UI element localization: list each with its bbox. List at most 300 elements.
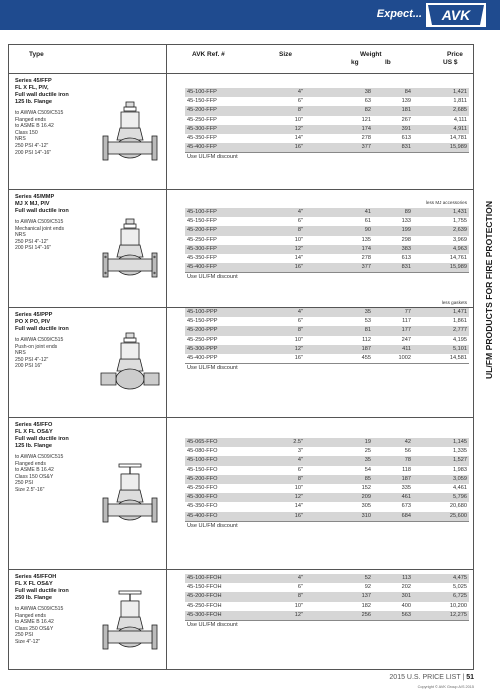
weight-kg-cell: 90: [364, 227, 371, 234]
weight-kg-cell: 54: [364, 466, 371, 473]
weight-kg-cell: 256: [361, 611, 371, 618]
weight-kg-cell: 377: [361, 144, 371, 151]
price-cell: 4,461: [453, 484, 467, 491]
series-title-line: Full wall ductile iron: [15, 92, 69, 98]
table-row: [185, 484, 469, 493]
price-cell: 1,755: [453, 218, 467, 225]
weight-kg-cell: 25: [364, 448, 371, 455]
table-row: [185, 254, 469, 263]
weight-lb-cell: 113: [402, 575, 411, 581]
price-cell: 4,963: [453, 245, 467, 252]
size-cell: 6": [297, 318, 303, 325]
brand-tagline: Expect...: [376, 8, 422, 20]
table-row: [185, 208, 469, 217]
table-row: [185, 308, 469, 317]
series-title-line: FL X FL OS&Y: [15, 581, 53, 587]
size-cell: 10": [294, 116, 303, 123]
gate-valve-icon: [97, 217, 163, 286]
price-cell: 5,796: [453, 494, 467, 501]
discount-note: Use UL/FM discount: [185, 363, 469, 372]
weight-kg-cell: 35: [364, 309, 371, 315]
spec-line: NRS: [15, 350, 26, 357]
series-title-line: Full wall ductile iron: [15, 436, 69, 442]
series-title-line: 125 lb. Flange: [15, 443, 52, 449]
spec-line: to AWWA C509/C515: [15, 454, 64, 460]
weight-kg-cell: 278: [361, 254, 371, 261]
size-cell: 10": [294, 484, 303, 491]
series-title: [15, 78, 99, 106]
product-section: [9, 569, 473, 671]
price-cell: 2,685: [453, 107, 467, 114]
product-section: [9, 300, 473, 417]
product-section: [9, 73, 473, 189]
size-cell: 6": [297, 584, 303, 591]
size-cell: 16": [294, 512, 303, 519]
price-cell: 1,145: [453, 439, 467, 445]
product-section: [9, 417, 473, 569]
spec-line: 250 PSI 4"-12": [15, 356, 49, 363]
size-cell: 4": [297, 89, 303, 95]
weight-kg-cell: 174: [361, 245, 371, 252]
spec-line: to AWWA C509/C515: [15, 110, 64, 116]
spec-line: to AWWA C509/C515: [15, 219, 64, 225]
spec-line: Push-on joint ends: [15, 343, 58, 350]
series-title: [15, 312, 99, 333]
ref-cell: 45-300-FFP: [187, 125, 217, 132]
ref-cell: 45-100-FFO: [187, 457, 218, 464]
weight-kg-cell: 310: [361, 512, 371, 519]
price-cell: 15,989: [449, 144, 467, 151]
ref-cell: 45-150-FFO: [187, 466, 218, 473]
size-cell: 8": [297, 227, 303, 234]
table-row: [185, 583, 469, 592]
weight-kg-cell: 85: [364, 475, 371, 482]
size-cell: 6": [297, 98, 303, 105]
table-row: [185, 106, 469, 115]
ref-cell: 45-400-PPP: [187, 354, 218, 361]
weight-lb-cell: 139: [401, 98, 411, 105]
weight-lb-cell: 301: [401, 593, 411, 600]
price-cell: 1,431: [453, 209, 467, 215]
price-rows: [185, 574, 469, 629]
series-title-line: Full wall ductile iron: [15, 588, 69, 594]
spec-line: Flanged ends: [15, 116, 46, 123]
product-section: [9, 189, 473, 307]
weight-lb-cell: 613: [401, 254, 411, 261]
weight-kg-cell: 53: [364, 318, 371, 325]
weight-kg-cell: 19: [364, 439, 371, 445]
ref-cell: 45-250-FFP: [187, 236, 217, 243]
series-specs: [15, 110, 99, 156]
size-cell: 2.5": [293, 439, 303, 445]
ref-cell: 45-300-FFP: [187, 245, 217, 252]
price-rows: [185, 88, 469, 161]
price-table: [8, 44, 474, 670]
table-row: [185, 217, 469, 226]
spec-line: 250 PSI: [15, 480, 34, 487]
ref-cell: 45-150-FFP: [187, 218, 217, 225]
series-title-line: Series 45/FFO: [15, 422, 53, 428]
footer-separator: |: [460, 674, 467, 681]
weight-lb-cell: 177: [401, 327, 411, 334]
ref-cell: 45-350-FFP: [187, 134, 217, 141]
spec-line: to ASME B 16.42: [15, 619, 54, 626]
ref-cell: 45-100-FFP: [187, 89, 217, 95]
weight-kg-cell: 187: [361, 345, 371, 352]
spec-line: 250 PSI 4"-12": [15, 238, 49, 245]
weight-kg-cell: 135: [361, 236, 371, 243]
spec-line: 200 PSI 16": [15, 363, 43, 370]
page-footer: [389, 674, 474, 681]
size-cell: 10": [294, 602, 303, 609]
weight-lb-cell: 78: [404, 457, 411, 464]
table-row: [185, 466, 469, 475]
weight-kg-cell: 174: [361, 125, 371, 132]
ref-cell: 45-300-PPP: [187, 345, 218, 352]
price-cell: 6,725: [453, 593, 467, 600]
weight-lb-cell: 77: [404, 309, 411, 315]
weight-lb-cell: 1002: [398, 354, 411, 361]
price-cell: 20,680: [449, 503, 467, 510]
weight-lb-cell: 56: [404, 448, 411, 455]
weight-lb-cell: 461: [401, 494, 411, 501]
section-note: less gaskets: [441, 300, 467, 305]
weight-kg-cell: 82: [364, 107, 371, 114]
size-cell: 12": [294, 125, 303, 132]
table-row: [185, 592, 469, 601]
series-title-line: 250 lb. Flange: [15, 595, 52, 601]
spec-line: 250 PSI 4"-12": [15, 142, 49, 149]
avk-logo: [426, 3, 486, 27]
ref-cell: 45-100-FFP: [187, 209, 217, 215]
spec-line: to AWWA C509/C515: [15, 606, 64, 612]
weight-lb-cell: 391: [401, 125, 411, 132]
spec-line: Flanged ends: [15, 460, 46, 467]
spec-line: Class 150 OS&Y: [15, 473, 54, 480]
ref-cell: 45-300-FFOH: [187, 611, 222, 618]
table-row: [185, 502, 469, 511]
series-title-line: Series 45/PPP: [15, 312, 53, 318]
price-cell: 15,989: [449, 264, 467, 271]
weight-lb-cell: 673: [401, 503, 411, 510]
ref-cell: 45-300-FFO: [187, 494, 218, 501]
size-cell: 3": [297, 448, 303, 455]
weight-lb-cell: 335: [401, 484, 411, 491]
col-weight: Weight: [360, 51, 382, 58]
table-row: [185, 143, 469, 152]
ref-cell: 45-200-FFOH: [187, 593, 222, 600]
weight-kg-cell: 305: [361, 503, 371, 510]
weight-lb-cell: 181: [401, 107, 411, 114]
weight-kg-cell: 121: [361, 116, 371, 123]
col-lb: lb: [385, 59, 391, 66]
table-row: [185, 336, 469, 345]
ref-cell: 45-065-FFO: [187, 439, 218, 445]
price-cell: 4,195: [453, 336, 467, 343]
gate-valve-icon: [97, 589, 163, 658]
series-title-line: Series 45/FFP: [15, 78, 52, 84]
price-cell: 5,025: [453, 584, 467, 591]
col-currency: US $: [443, 59, 458, 66]
size-cell: 6": [297, 466, 303, 473]
ref-cell: 45-400-FFP: [187, 264, 217, 271]
size-cell: 16": [294, 354, 303, 361]
size-cell: 12": [294, 245, 303, 252]
spec-line: Size 2.5"-16": [15, 486, 45, 493]
weight-lb-cell: 267: [401, 116, 411, 123]
weight-kg-cell: 35: [364, 457, 371, 464]
price-cell: 1,471: [453, 309, 467, 315]
ref-cell: 45-150-FFP: [187, 98, 217, 105]
size-cell: 10": [294, 236, 303, 243]
weight-lb-cell: 89: [404, 209, 411, 215]
size-cell: 14": [294, 503, 303, 510]
table-row: [185, 456, 469, 465]
weight-kg-cell: 137: [361, 593, 371, 600]
weight-lb-cell: 298: [401, 236, 411, 243]
size-cell: 16": [294, 264, 303, 271]
weight-kg-cell: 112: [362, 336, 371, 343]
price-cell: 14,781: [449, 134, 467, 141]
weight-lb-cell: 199: [401, 227, 411, 234]
series-title-line: Full wall ductile iron: [15, 326, 69, 332]
weight-kg-cell: 377: [361, 264, 371, 271]
size-cell: 8": [297, 107, 303, 114]
discount-note: Use UL/FM discount: [185, 521, 469, 530]
table-row: [185, 345, 469, 354]
price-cell: 1,421: [453, 89, 467, 95]
series-title-line: PO X PO, PIV: [15, 319, 51, 325]
weight-lb-cell: 613: [401, 134, 411, 141]
weight-kg-cell: 92: [364, 584, 371, 591]
weight-lb-cell: 247: [401, 336, 411, 343]
price-cell: 2,777: [453, 327, 467, 334]
table-row: [185, 602, 469, 611]
spec-line: 200 PSI 14"-16": [15, 149, 52, 156]
ref-cell: 45-200-FFP: [187, 227, 217, 234]
col-ref: AVK Ref. #: [192, 51, 225, 58]
weight-lb-cell: 133: [401, 218, 411, 225]
weight-lb-cell: 400: [401, 602, 411, 609]
price-cell: 4,111: [453, 116, 467, 123]
table-row: [185, 245, 469, 254]
ref-cell: 45-100-FFOH: [187, 575, 222, 581]
gate-valve-icon: [97, 100, 163, 169]
series-title-line: Series 45/MMP: [15, 194, 55, 200]
weight-kg-cell: 209: [361, 494, 371, 501]
spec-line: Class 150: [15, 129, 38, 136]
spec-line: Size 4"-12": [15, 638, 41, 645]
spec-line: to AWWA C509/C515: [15, 337, 64, 343]
price-cell: 3,969: [453, 236, 467, 243]
table-row: [185, 438, 469, 447]
discount-note: Use UL/FM discount: [185, 620, 469, 629]
weight-kg-cell: 182: [361, 602, 371, 609]
ref-cell: 45-200-PPP: [187, 327, 218, 334]
table-row: [185, 134, 469, 143]
col-size: Size: [279, 51, 293, 58]
weight-kg-cell: 278: [361, 134, 371, 141]
price-cell: 1,861: [453, 318, 467, 325]
table-row: [185, 512, 469, 521]
weight-lb-cell: 84: [404, 89, 411, 95]
col-price: Price: [447, 51, 463, 58]
size-cell: 16": [294, 144, 303, 151]
spec-line: NRS: [15, 232, 26, 239]
section-note: less MJ accessories: [425, 200, 467, 205]
ref-cell: 45-080-FFO: [187, 448, 218, 455]
table-row: [185, 125, 469, 134]
price-cell: 14,581: [449, 354, 467, 361]
size-cell: 8": [297, 327, 303, 334]
table-row: [185, 493, 469, 502]
size-cell: 8": [297, 593, 303, 600]
discount-note: Use UL/FM discount: [185, 272, 469, 281]
weight-lb-cell: 411: [402, 345, 411, 352]
series-title: [15, 422, 99, 450]
weight-kg-cell: 455: [361, 354, 371, 361]
weight-kg-cell: 38: [364, 89, 371, 95]
spec-line: 250 PSI: [15, 632, 34, 639]
ref-cell: 45-350-FFO: [187, 503, 218, 510]
ref-cell: 45-400-FFP: [187, 144, 217, 151]
weight-kg-cell: 61: [364, 218, 371, 225]
weight-lb-cell: 118: [402, 466, 411, 473]
footer-label: 2015 U.S. PRICE LIST: [389, 674, 461, 681]
size-cell: 8": [297, 475, 303, 482]
weight-lb-cell: 831: [401, 144, 411, 151]
size-cell: 10": [294, 336, 303, 343]
table-row: [185, 236, 469, 245]
series-title-line: MJ X MJ, PIV: [15, 201, 50, 207]
ref-cell: 45-250-FFP: [187, 116, 217, 123]
weight-lb-cell: 831: [401, 264, 411, 271]
table-row: [185, 475, 469, 484]
price-cell: 25,600: [449, 512, 467, 519]
weight-kg-cell: 63: [364, 98, 371, 105]
series-title-line: FL X FL OS&Y: [15, 429, 53, 435]
spec-line: to ASME B 16.42: [15, 123, 54, 130]
size-cell: 14": [294, 254, 303, 261]
size-cell: 4": [297, 457, 303, 464]
price-cell: 1,983: [453, 466, 467, 473]
size-cell: 4": [297, 575, 303, 581]
price-cell: 2,639: [453, 227, 467, 234]
logo-lettering: AVK: [441, 7, 471, 23]
table-row: [185, 574, 469, 583]
ref-cell: 45-250-PPP: [187, 336, 218, 343]
series-title-line: 125 lb. Flange: [15, 99, 52, 105]
sidebar-category: [477, 160, 500, 420]
weight-kg-cell: 52: [364, 575, 371, 581]
weight-lb-cell: 563: [401, 611, 411, 618]
series-title-line: FL X FL, PIV,: [15, 85, 49, 91]
page-number: 51: [466, 674, 474, 681]
ref-cell: 45-250-FFOH: [187, 602, 222, 609]
price-cell: 1,811: [453, 98, 467, 105]
series-title-line: Full wall ductile iron: [15, 208, 69, 214]
price-cell: 10,200: [449, 602, 467, 609]
size-cell: 14": [294, 134, 303, 141]
series-title: [15, 194, 99, 215]
price-rows: [185, 308, 469, 372]
col-type: Type: [29, 51, 44, 58]
ref-cell: 45-200-FFP: [187, 107, 217, 114]
table-row: [185, 97, 469, 106]
col-kg: kg: [351, 59, 359, 66]
brand-header-bar: [0, 0, 500, 30]
sidebar-category-text: UL/FM PRODUCTS FOR FIRE PROTECTION: [483, 200, 494, 380]
series-title: [15, 574, 99, 602]
gate-valve-icon: [97, 462, 163, 531]
price-rows: [185, 208, 469, 281]
copyright-notice: Copyright © AVK Group A/S 2015: [417, 685, 474, 689]
weight-kg-cell: 41: [364, 209, 371, 215]
ref-cell: 45-150-FFOH: [187, 584, 222, 591]
price-cell: 5,101: [453, 345, 467, 352]
price-cell: 3,059: [453, 475, 467, 482]
table-row: [185, 116, 469, 125]
price-cell: 12,275: [449, 611, 467, 618]
price-cell: 4,475: [453, 575, 467, 581]
table-row: [185, 226, 469, 235]
price-cell: 4,911: [453, 125, 467, 132]
weight-lb-cell: 117: [402, 318, 411, 325]
spec-line: NRS: [15, 136, 26, 143]
size-cell: 4": [297, 309, 303, 315]
table-row: [185, 88, 469, 97]
size-cell: 12": [294, 611, 303, 618]
series-specs: [15, 606, 99, 646]
weight-kg-cell: 81: [364, 327, 371, 334]
size-cell: 6": [297, 218, 303, 225]
table-row: [185, 326, 469, 335]
weight-kg-cell: 152: [361, 484, 371, 491]
gate-valve-icon: [97, 331, 163, 400]
table-row: [185, 447, 469, 456]
price-cell: 14,761: [449, 254, 467, 261]
weight-lb-cell: 202: [401, 584, 411, 591]
spec-line: Mechanical joint ends: [15, 225, 64, 232]
series-title-line: Series 45/FFOH: [15, 574, 57, 580]
spec-line: 200 PSI 14"-16": [15, 245, 52, 252]
price-cell: 1,527: [453, 457, 467, 464]
spec-line: Class 250 OS&Y: [15, 625, 54, 632]
ref-cell: 45-100-PPP: [187, 309, 218, 315]
series-specs: [15, 219, 99, 252]
price-cell: 1,335: [453, 448, 467, 455]
size-cell: 12": [294, 345, 303, 352]
weight-lb-cell: 383: [401, 245, 411, 252]
ref-cell: 45-200-FFO: [187, 475, 218, 482]
spec-line: Flanged ends: [15, 612, 46, 619]
table-row: [185, 354, 469, 363]
price-rows: [185, 438, 469, 530]
ref-cell: 45-400-FFO: [187, 512, 218, 519]
table-row: [185, 611, 469, 620]
series-specs: [15, 337, 99, 370]
ref-cell: 45-350-FFP: [187, 254, 217, 261]
weight-lb-cell: 42: [404, 439, 411, 445]
size-cell: 12": [294, 494, 303, 501]
table-row: [185, 317, 469, 326]
discount-note: Use UL/FM discount: [185, 152, 469, 161]
weight-lb-cell: 684: [401, 512, 411, 519]
series-specs: [15, 454, 99, 494]
ref-cell: 45-150-PPP: [187, 318, 218, 325]
ref-cell: 45-250-FFO: [187, 484, 218, 491]
size-cell: 4": [297, 209, 303, 215]
